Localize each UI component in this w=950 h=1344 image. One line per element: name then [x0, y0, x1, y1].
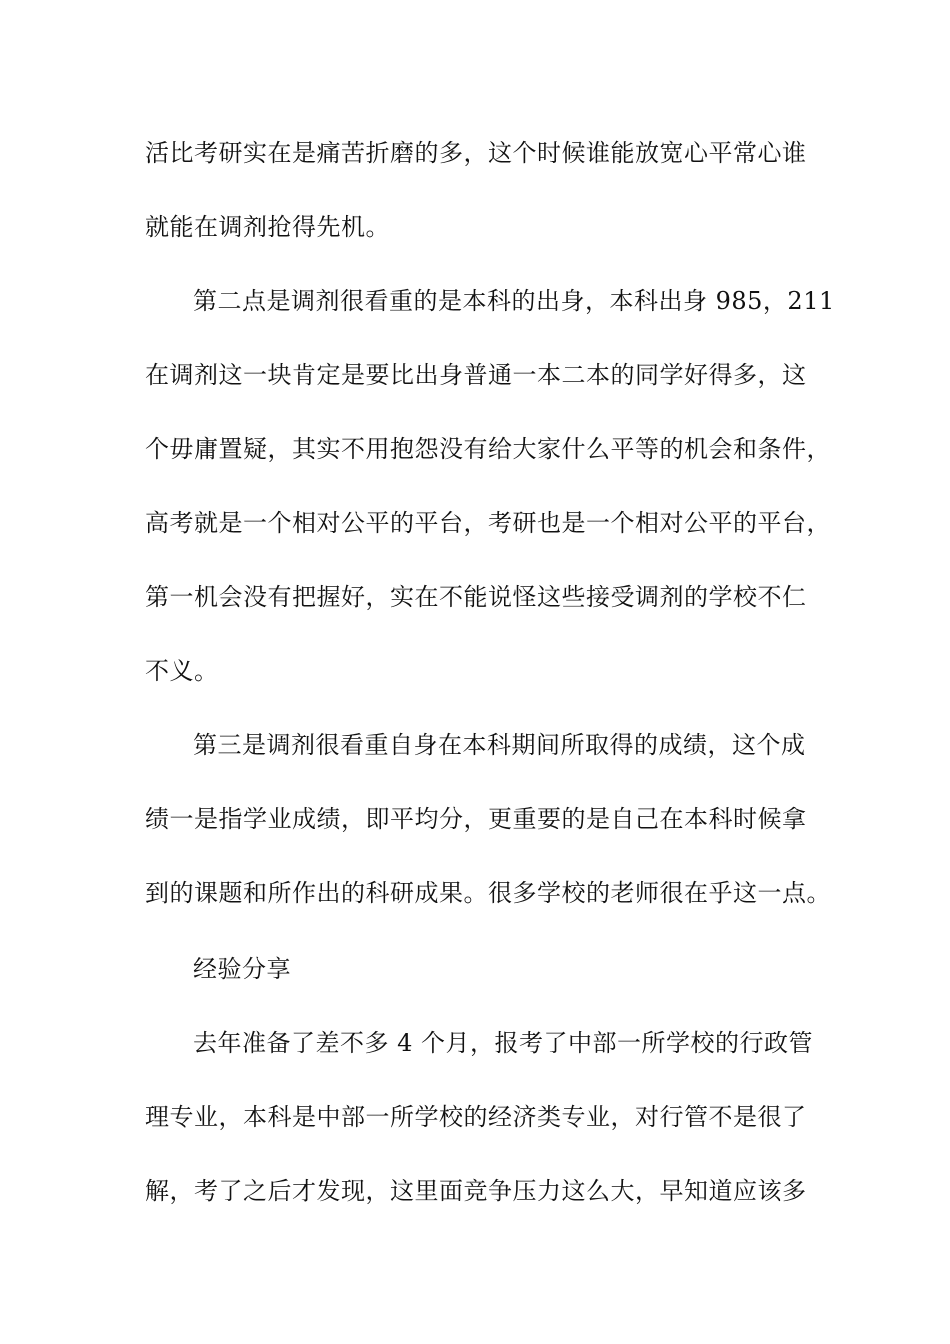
paragraph-line: 解，考了之后才发现，这里面竞争压力这么大，早知道应该多	[145, 1177, 807, 1205]
paragraph-line: 高考就是一个相对公平的平台，考研也是一个相对公平的平台，	[145, 509, 831, 537]
paragraph-line: 去年准备了差不多 4 个月，报考了中部一所学校的行政管	[193, 1029, 814, 1057]
section-heading: 经验分享	[193, 955, 291, 983]
paragraph-line: 第三是调剂很看重自身在本科期间所取得的成绩，这个成	[193, 731, 806, 759]
paragraph-line: 不义。	[145, 657, 219, 685]
paragraph-line: 绩一是指学业成绩，即平均分，更重要的是自己在本科时候拿	[145, 805, 807, 833]
paragraph-line: 第一机会没有把握好，实在不能说怪这些接受调剂的学校不仁	[145, 583, 807, 611]
paragraph-line: 到的课题和所作出的科研成果。很多学校的老师很在乎这一点。	[145, 879, 831, 907]
paragraph-line: 活比考研实在是痛苦折磨的多，这个时候谁能放宽心平常心谁	[145, 139, 807, 167]
paragraph-line: 个毋庸置疑，其实不用抱怨没有给大家什么平等的机会和条件，	[145, 435, 831, 463]
paragraph-line: 第二点是调剂很看重的是本科的出身，本科出身 985，211	[193, 287, 835, 315]
paragraph-line: 在调剂这一块肯定是要比出身普通一本二本的同学好得多，这	[145, 361, 807, 389]
paragraph-line: 理专业，本科是中部一所学校的经济类专业，对行管不是很了	[145, 1103, 807, 1131]
paragraph-line: 就能在调剂抢得先机。	[145, 213, 390, 241]
